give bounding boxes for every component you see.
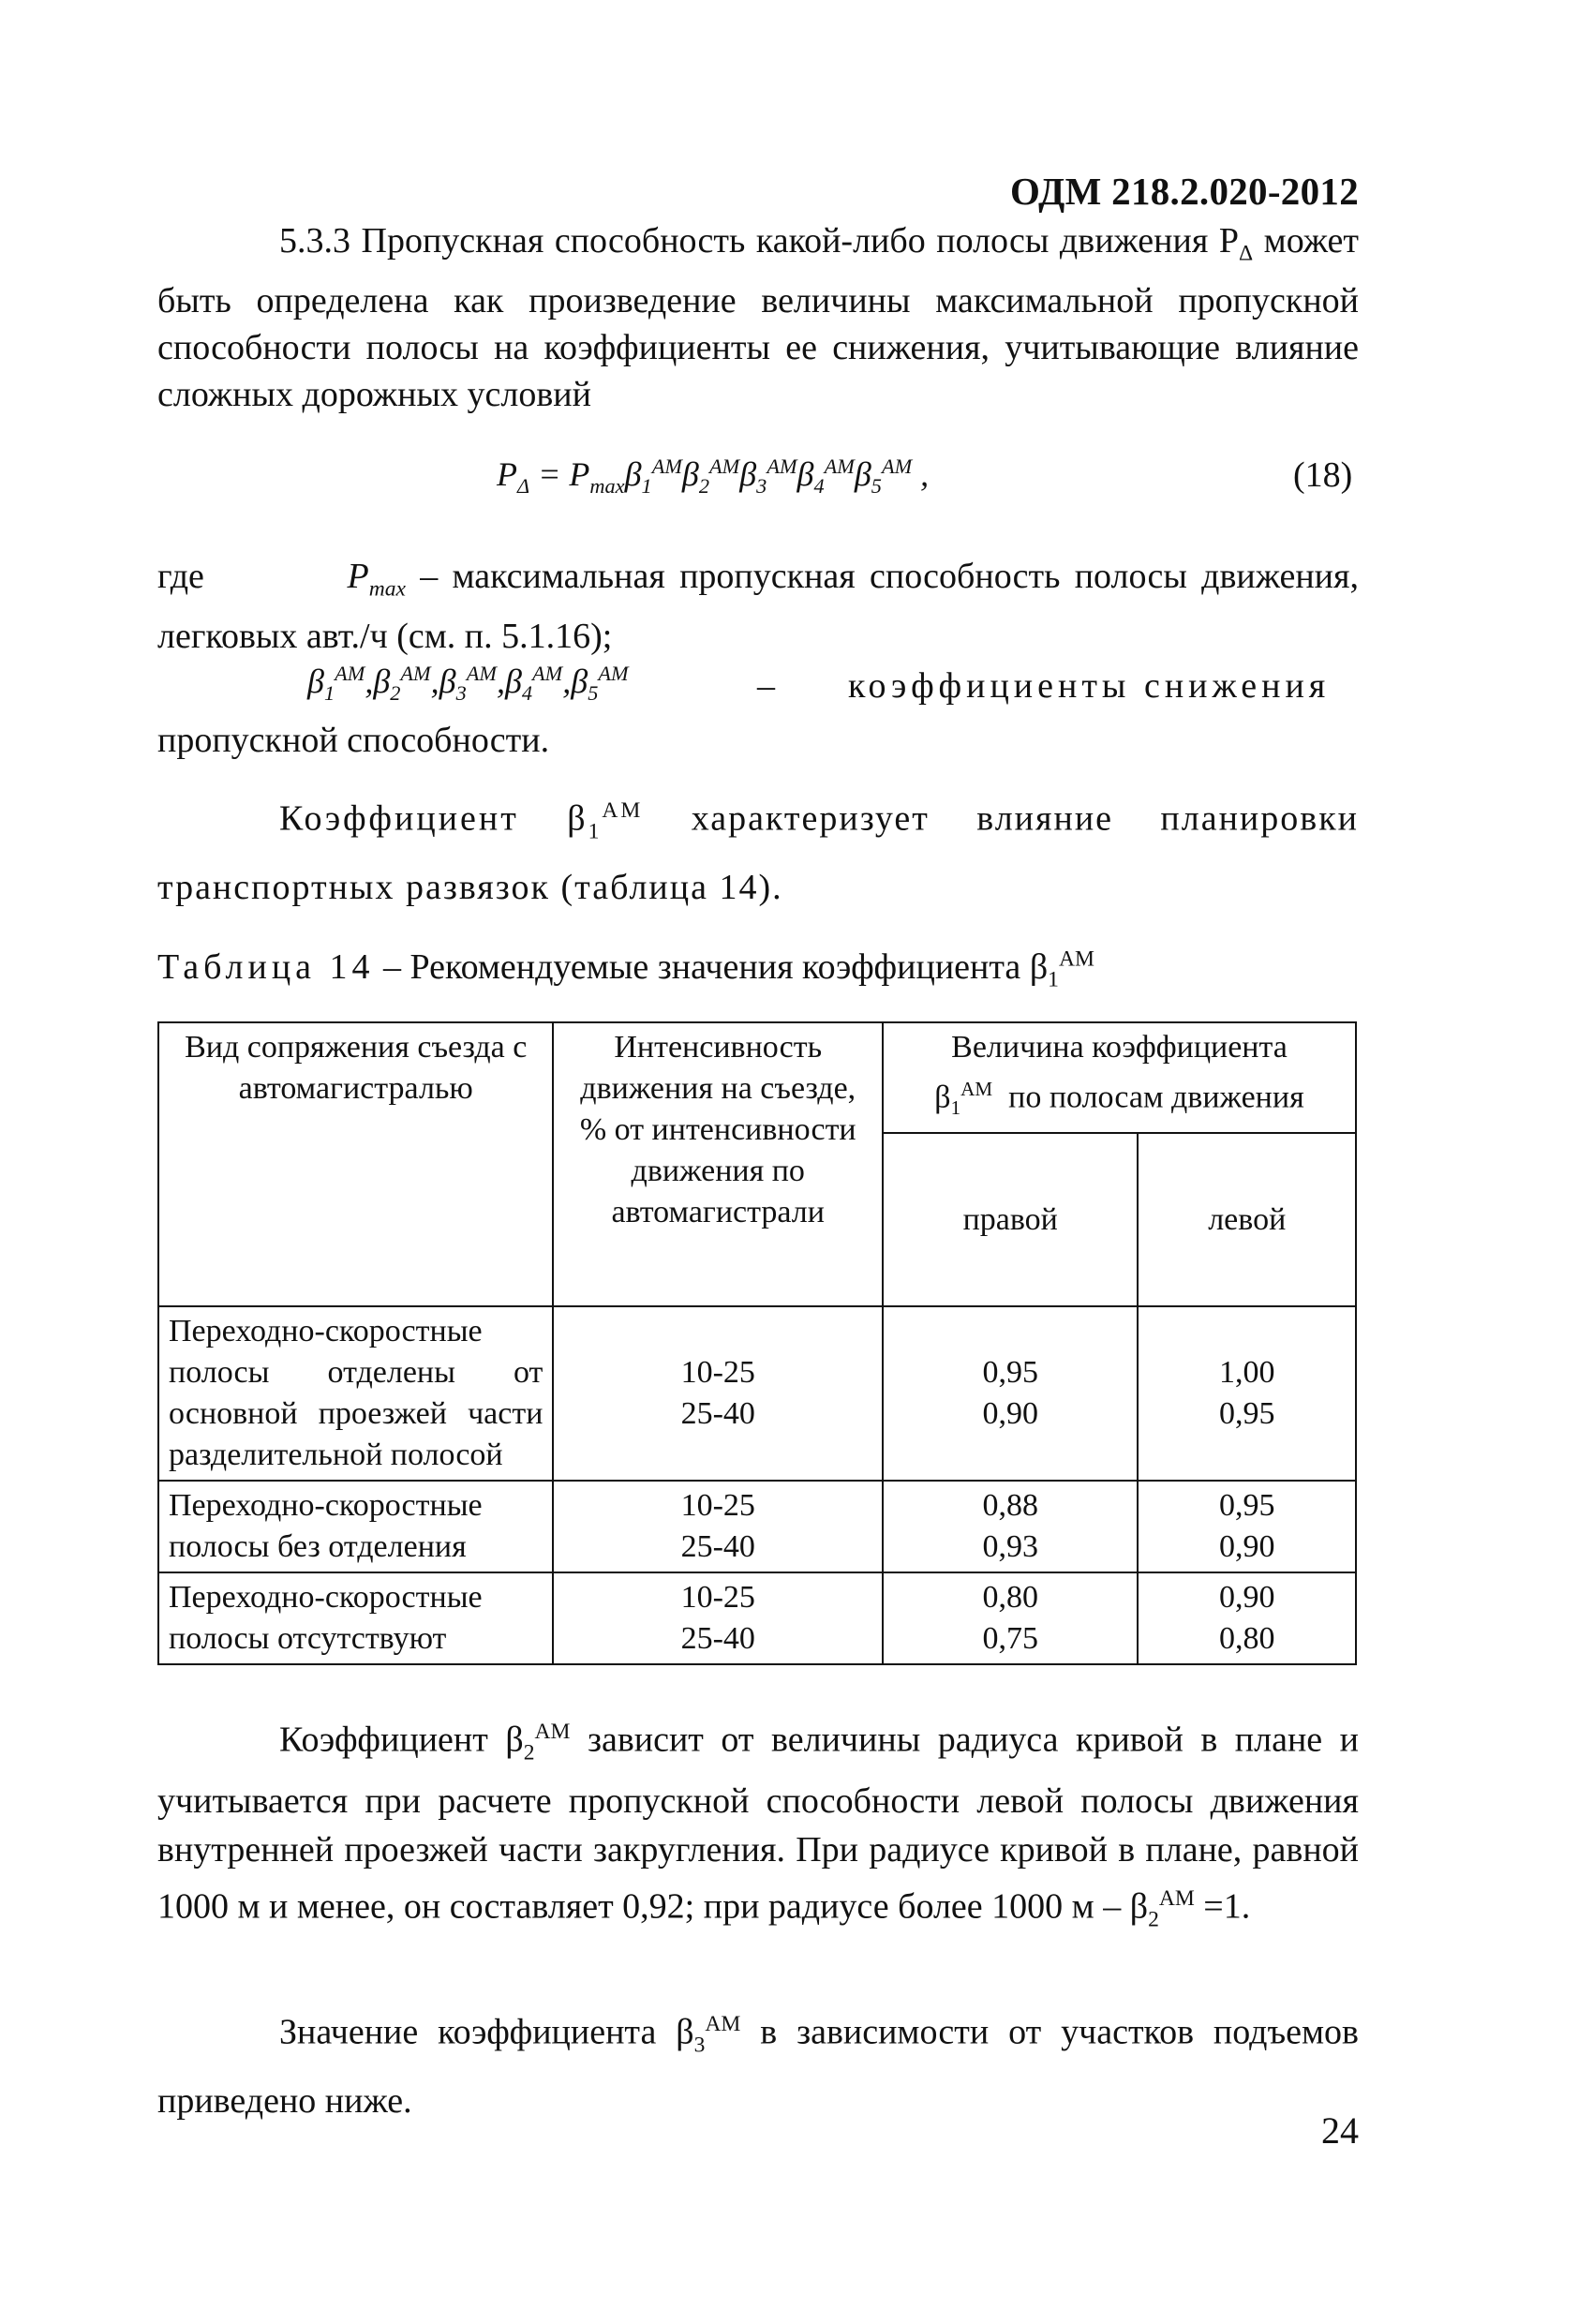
table-row [158,1481,1356,1572]
beta-symbol: β [1029,947,1049,987]
beta-index: 2 [698,474,709,499]
beta-symbol: β [373,663,391,700]
header-left-lane: левой [1138,1133,1356,1306]
beta-symbol: β [439,663,456,700]
beta-symbol: β [796,455,814,493]
beta-index: 3 [455,681,467,706]
header-right-lane: правой [883,1133,1138,1306]
beta-index: 3 [693,2033,706,2058]
cell-value: 1,00 [1218,1355,1275,1391]
left-lane-cell [1138,1481,1356,1572]
betas-dash: – [757,666,775,706]
beta-sup: AM [602,798,644,823]
junction-type-cell: Переходно-скоростные полосы отсутствуют [158,1572,553,1664]
separator: , [562,663,572,700]
intensity-cell [553,1572,883,1664]
beta-index: 1 [1048,967,1059,992]
cell-value: 0,90 [1218,1580,1275,1616]
cell-value: 10-25 [680,1580,755,1616]
beta-index: 1 [323,681,335,706]
paragraph-text-part: Коэффициент [279,798,519,839]
cell-value: 25-40 [680,1621,755,1657]
cell-value: 25-40 [680,1529,755,1565]
paragraph-text-part: Значение коэффициента [279,2012,657,2052]
beta-symbol: β [505,1720,524,1760]
paragraph-text-part: 5.3.3 Пропускная способность какой-либо полосы движения P [279,221,1239,261]
betas-list [307,662,629,706]
beta-symbol: β [567,798,588,839]
beta-sup: AM [824,454,855,478]
cell-value: 25-40 [680,1396,755,1432]
cell-value: 0,88 [982,1488,1038,1524]
paragraph-text-part: =1. [1194,1886,1251,1927]
separator: , [365,663,374,700]
table-caption-text: – Рекомендуемые значения коэффициента [374,947,1030,987]
table-header-row [158,1022,1356,1133]
where-text: – максимальная пропускная способность полосы движения, легковых авт./ч (см. п. 5.1.16); [157,557,1359,656]
header-text: Величина коэффициента [951,1030,1288,1065]
beta-sup: AM [651,454,682,478]
formula-p: P [497,455,517,493]
beta-symbol: β [307,663,324,700]
paragraph-text-part: характеризует влияние планировки транспортных развязок (таблица 14). [157,798,1359,908]
header-text: по полосам движения [1008,1080,1304,1115]
beta-index: 4 [521,681,533,706]
left-lane-cell [1138,1572,1356,1664]
table-14 [157,1021,1357,1665]
cell-value: 0,75 [982,1621,1038,1657]
junction-type-cell: Переходно-скоростные полосы отделены от основной проезжей части разделительной полосой [158,1306,553,1481]
beta-sup: AM [400,662,431,685]
formula-18 [497,454,1353,499]
header-text: Интенсивность движения на съезде, % от интенсивности движения по автомагистрали [579,1030,856,1229]
beta-sup: AM [335,662,365,685]
beta-index: 5 [588,681,599,706]
formula-equals-p: = P [529,455,590,493]
header-coefficient [883,1022,1356,1133]
betas-continuation: пропускной способности. [157,721,550,760]
beta-index: 5 [871,474,882,499]
coefficient-3-paragraph [157,1996,1359,2129]
pmax-symbol: P [347,557,369,596]
beta-symbol: β [681,455,699,493]
beta-index: 3 [756,474,767,499]
beta-sup: AM [709,454,740,478]
paragraph-text-part: может быть определена как произведение величины максимальной пропускной способности полосы на коэффициенты ее снижения, учитывающие влияние сложных дорожных условий [157,221,1359,414]
cell-value: 0,95 [982,1355,1038,1391]
cell-value: 0,80 [982,1580,1038,1616]
beta-index: 1 [641,474,652,499]
beta-sup: AM [534,1720,571,1744]
beta-index: 2 [523,1740,535,1765]
junction-type-cell: Переходно-скоростные полосы без отделения [158,1481,553,1572]
cell-value: 0,95 [1218,1396,1275,1432]
beta-sup: AM [532,662,563,685]
beta-index: 2 [1148,1907,1159,1932]
beta-sup: AM [1158,1886,1195,1912]
table-row [158,1572,1356,1664]
document-code: ОДМ 218.2.020-2012 [1009,170,1359,213]
section-5-3-3-paragraph [157,217,1359,418]
right-lane-cell [883,1481,1138,1572]
beta-symbol: β [504,663,522,700]
right-lane-cell [883,1306,1138,1481]
cell-value: 0,95 [1218,1488,1275,1524]
intensity-cell [553,1306,883,1481]
page-number: 24 [1321,2109,1359,2152]
delta-subscript: Δ [1238,241,1254,266]
header-junction-type [158,1022,553,1306]
paragraph-text-part: в зависимости от участков подъемов приведено ниже. [157,2012,1359,2122]
beta-sup: AM [1058,946,1094,972]
beta-index: 1 [950,1096,961,1120]
beta-sup: AM [466,662,497,685]
cell-value: 0,80 [1218,1621,1275,1657]
beta-symbol: β [571,663,588,700]
coefficient-2-paragraph [157,1707,1359,1944]
separator: , [496,663,505,700]
right-lane-cell [883,1572,1138,1664]
cell-value: 10-25 [680,1355,755,1391]
beta-sup: AM [705,2012,741,2036]
beta-symbol: β [676,2012,694,2052]
header-text: Вид сопряжения съезда с автомагистралью [185,1030,528,1106]
table-14-caption [157,946,1094,993]
beta-symbol: β [1129,1886,1149,1927]
table-label: Таблица 14 [157,947,375,987]
beta-sup: AM [960,1078,993,1100]
formula-trail: , [912,455,930,493]
separator: , [430,663,439,700]
beta-symbol: β [624,455,642,493]
intensity-cell [553,1481,883,1572]
cell-value: 0,93 [982,1529,1038,1565]
pmax-subscript: max [368,576,406,602]
beta-sup: AM [881,454,913,478]
paragraph-text-part: Коэффициент [279,1720,488,1760]
beta-index: 2 [390,681,401,706]
beta-sup: AM [767,454,797,478]
where-pmax-paragraph [157,553,1359,660]
cell-value: 10-25 [680,1488,755,1524]
paragraph-text-part: зависит от величины радиуса кривой в плане и учитывается при расчете пропускной способности левой полосы движения внутренней проезжей части закругления. При радиусе кривой в плане, равной 1000 м и менее, он составляет 0,92; при радиусе более 1000 м – [157,1720,1359,1927]
where-word: где [157,557,204,596]
formula-number: (18) [1293,455,1353,495]
beta-index: 4 [813,474,825,499]
formula-delta-sub: Δ [517,474,530,499]
beta-symbol: β [739,455,757,493]
cell-value: 0,90 [982,1396,1038,1432]
formula-max-sub: max [589,474,625,499]
betas-description: коэффициенты снижения [848,666,1331,706]
left-lane-cell [1138,1306,1356,1481]
cell-value: 0,90 [1218,1529,1275,1565]
coefficient-1-paragraph [157,782,1359,916]
beta-symbol: β [854,455,871,493]
beta-symbol: β [934,1080,951,1115]
beta-sup: AM [598,662,629,685]
table-row [158,1306,1356,1481]
beta-index: 1 [588,819,603,844]
header-intensity [553,1022,883,1306]
